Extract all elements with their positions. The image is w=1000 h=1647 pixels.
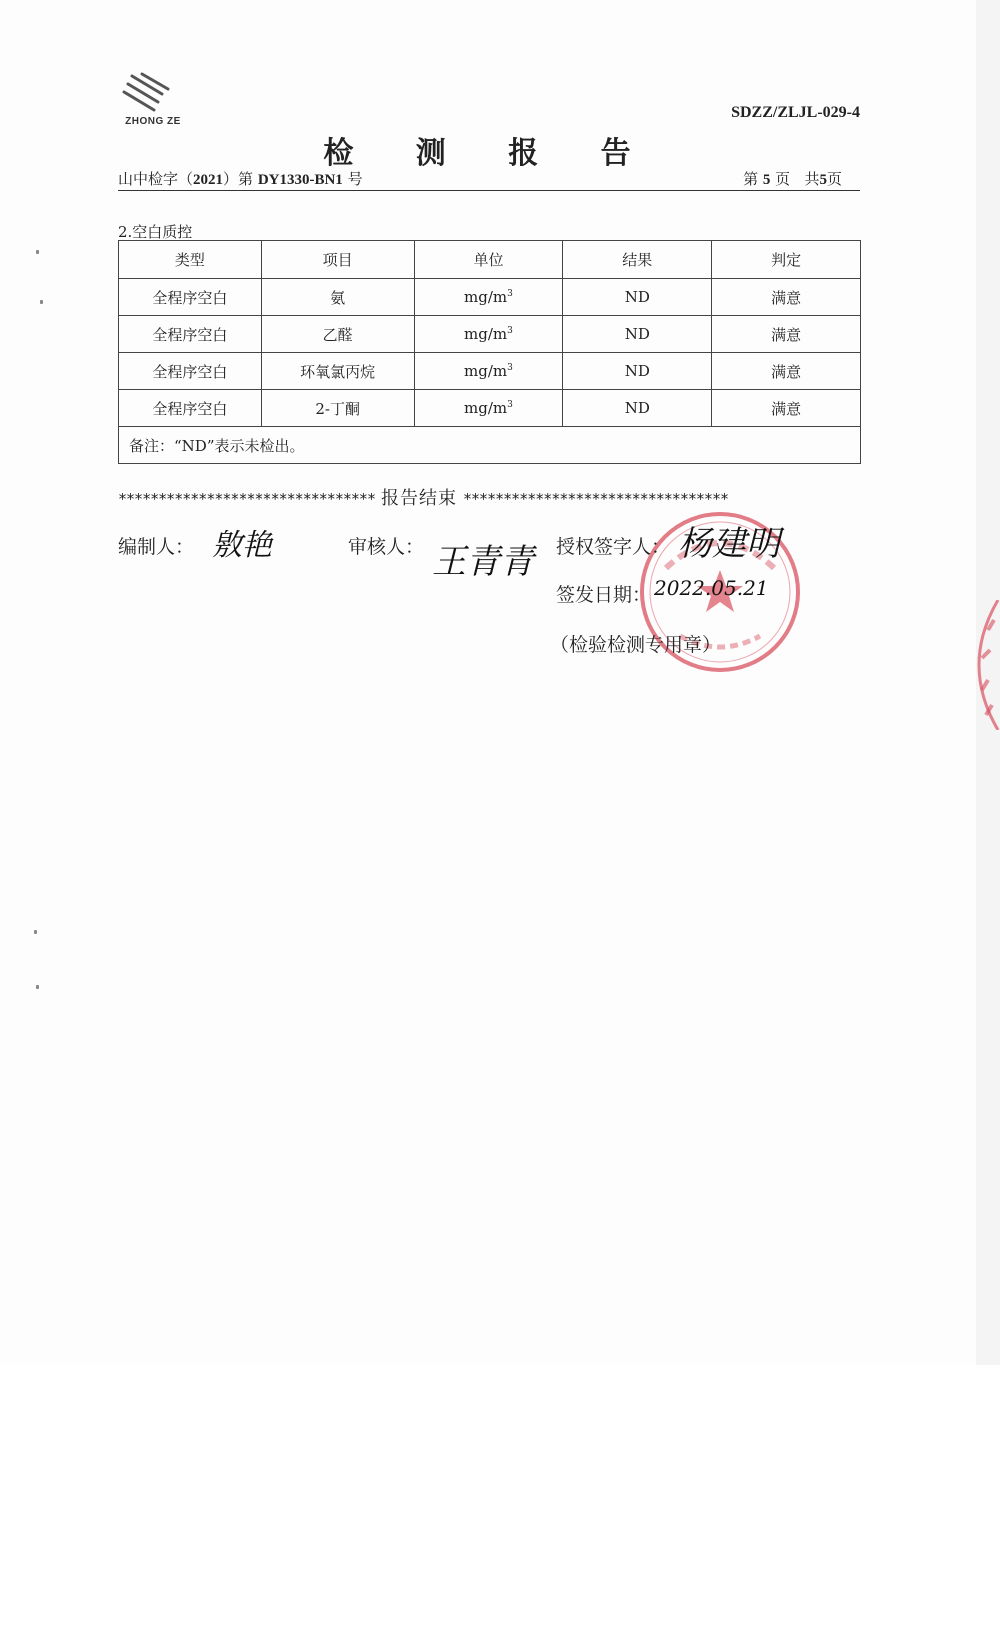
cell-result: ND xyxy=(563,390,712,427)
logo-stripes-icon xyxy=(118,72,188,116)
cell-result: ND xyxy=(563,279,712,316)
scan-speck xyxy=(36,250,39,254)
seal-note: （检验检测专用章） xyxy=(550,634,722,656)
column-header: 类型 xyxy=(119,241,262,279)
reviewer-label: 审核人： xyxy=(348,536,425,558)
company-logo xyxy=(118,72,188,132)
scan-speck xyxy=(40,300,43,304)
table-note: 备注：“ND”表示未检出。 xyxy=(119,427,861,464)
report-end-marker: ******************************** 报告结束 ********************************* xyxy=(118,488,728,509)
table-header-row xyxy=(119,241,861,279)
issue-date-value: 2022.05.21 xyxy=(654,576,769,600)
table-row xyxy=(119,316,861,353)
cell-item: 乙醛 xyxy=(261,316,414,353)
cell-judgement: 满意 xyxy=(712,390,861,427)
table-row xyxy=(119,279,861,316)
compiler-signature: 敫艳 xyxy=(212,528,272,563)
approver-label: 授权签字人： xyxy=(556,536,671,558)
column-header: 结果 xyxy=(563,241,712,279)
cell-unit: $mg/m^3$ xyxy=(414,279,563,316)
logo-text: ZHONG ZE xyxy=(125,116,181,127)
cell-unit: $mg/m^3$ xyxy=(414,353,563,390)
blank-qc-table xyxy=(118,240,861,464)
blank-area xyxy=(0,1365,1000,1647)
table-row xyxy=(119,353,861,390)
cell-result: ND xyxy=(563,316,712,353)
report-reference-row xyxy=(118,168,860,191)
cell-type: 全程序空白 xyxy=(119,316,262,353)
column-header: 判定 xyxy=(712,241,861,279)
cell-judgement: 满意 xyxy=(712,353,861,390)
table-note-row xyxy=(119,427,861,464)
cell-type: 全程序空白 xyxy=(119,353,262,390)
cell-unit: $mg/m^3$ xyxy=(414,316,563,353)
cell-unit: $mg/m^3$ xyxy=(414,390,563,427)
approver-signature: 杨建明 xyxy=(678,524,780,564)
edge-seal-fragment xyxy=(960,600,1000,730)
table-row xyxy=(119,390,861,427)
compiler-label: 编制人： xyxy=(118,536,195,558)
cell-item: 2-丁酮 xyxy=(261,390,414,427)
cell-type: 全程序空白 xyxy=(119,390,262,427)
cell-result: ND xyxy=(563,353,712,390)
issue-date-label: 签发日期： xyxy=(556,584,652,606)
section-title: 2.空白质控 xyxy=(118,223,193,241)
cell-item: 环氧氯丙烷 xyxy=(261,353,414,390)
column-header: 单位 xyxy=(414,241,563,279)
scan-speck xyxy=(36,985,39,989)
reviewer-signature: 王青青 xyxy=(432,542,534,582)
page-indicator: 第 5 页 共5页 xyxy=(743,170,842,188)
cell-judgement: 满意 xyxy=(712,279,861,316)
column-header: 项目 xyxy=(261,241,414,279)
cell-item: 氨 xyxy=(261,279,414,316)
report-number: 山中检字（2021）第 DY1330-BN1 号 xyxy=(118,170,363,188)
cell-judgement: 满意 xyxy=(712,316,861,353)
scan-speck xyxy=(34,930,37,934)
document-code: SDZZ/ZLJL-029-4 xyxy=(731,104,860,121)
page-title: 检 测 报 告 xyxy=(323,136,657,171)
cell-type: 全程序空白 xyxy=(119,279,262,316)
